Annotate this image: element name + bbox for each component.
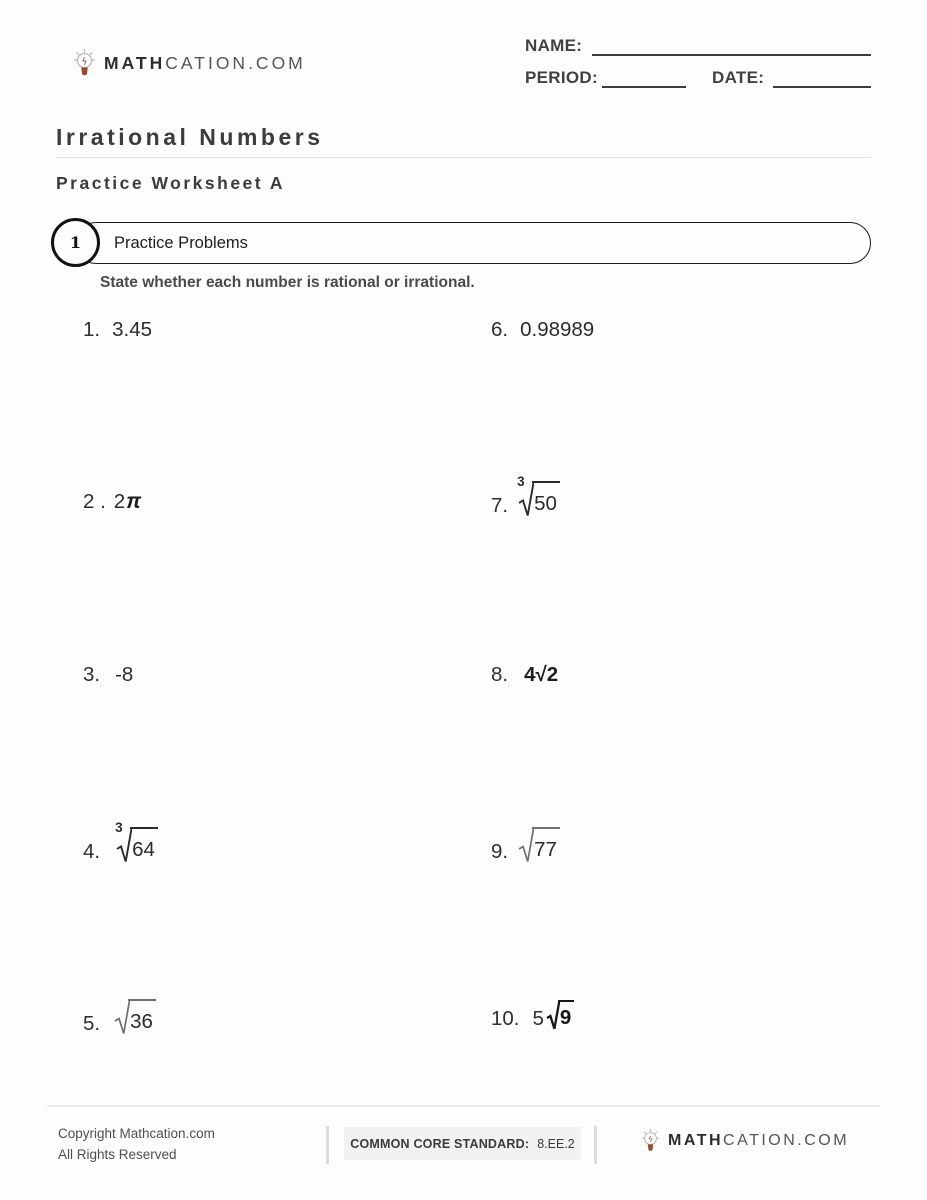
lightbulb-icon — [640, 1128, 661, 1154]
period-label: PERIOD: — [525, 68, 598, 87]
problem-2 — [83, 490, 141, 514]
problem-8-value: 4√2 — [524, 663, 559, 686]
name-blank-line[interactable] — [592, 36, 871, 56]
problem-1-value: 3.45 — [112, 318, 153, 341]
problem-10 — [491, 1000, 574, 1031]
pi-symbol: π — [126, 490, 142, 513]
problem-8 — [491, 663, 558, 687]
root-index: 3 — [517, 474, 525, 489]
problem-4-label: 4. — [83, 840, 101, 863]
date-blank-line[interactable] — [773, 68, 871, 88]
problem-1-label: 1. — [83, 318, 101, 341]
header-logo — [72, 48, 306, 79]
root-index: 3 — [115, 820, 123, 835]
footer-vertical-divider-right — [594, 1126, 597, 1164]
title-divider — [56, 157, 871, 158]
logo-light-part: CATION.COM — [723, 1132, 850, 1149]
problem-8-label: 8. — [491, 663, 509, 686]
problem-2-value: 2 — [113, 490, 126, 513]
section-title: Practice Problems — [114, 233, 248, 252]
radicand: 50 — [532, 481, 560, 515]
copyright-text — [58, 1124, 215, 1166]
logo-light-part: CATION.COM — [165, 53, 306, 73]
section-banner — [75, 222, 871, 264]
problem-5-label: 5. — [83, 1012, 101, 1035]
coefficient: 5 — [532, 1007, 544, 1030]
period-blank-line[interactable] — [602, 68, 686, 88]
problem-6 — [491, 318, 594, 342]
logo-wordmark — [668, 1132, 849, 1150]
problem-9 — [491, 827, 560, 864]
copyright-line-2: All Rights Reserved — [58, 1146, 177, 1162]
lightbulb-icon — [72, 48, 97, 79]
logo-bold-part: MATH — [668, 1132, 724, 1149]
problem-4 — [83, 820, 158, 864]
problem-5 — [83, 999, 156, 1036]
problem-6-value: 0.98989 — [520, 318, 595, 341]
common-core-standard-badge — [344, 1127, 581, 1160]
logo-wordmark — [104, 53, 306, 74]
radicand: 9 — [558, 1000, 574, 1029]
cube-root-64 — [115, 820, 158, 864]
problem-3-value: -8 — [115, 663, 134, 686]
square-root-77 — [518, 827, 560, 864]
problem-9-label: 9. — [491, 840, 509, 863]
instruction-text: State whether each number is rational or irrational. — [100, 274, 475, 291]
problem-10-label: 10. — [491, 1007, 520, 1030]
problem-6-label: 6. — [491, 318, 509, 341]
square-root-36 — [114, 999, 156, 1036]
standard-value: 8.EE.2 — [537, 1136, 575, 1151]
footer-vertical-divider-left — [326, 1126, 329, 1164]
radicand: 36 — [128, 999, 156, 1033]
cube-root-50 — [517, 474, 560, 518]
footer-divider — [47, 1105, 880, 1107]
date-label: DATE: — [712, 68, 765, 87]
page-title: Irrational Numbers — [56, 124, 324, 150]
problem-3-label: 3. — [83, 663, 101, 686]
standard-label: COMMON CORE STANDARD: — [350, 1136, 530, 1151]
worksheet-subtitle: Practice Worksheet A — [56, 173, 285, 193]
square-root-9 — [546, 1000, 574, 1031]
name-label: NAME: — [525, 36, 583, 55]
radicand: 77 — [532, 827, 560, 861]
problem-7 — [491, 474, 560, 518]
radicand: 64 — [130, 827, 158, 861]
problem-3 — [83, 663, 133, 687]
problem-1 — [83, 318, 152, 342]
section-number-badge: 1 — [51, 218, 100, 267]
problem-2-label: 2 . — [83, 490, 106, 513]
copyright-line-1: Copyright Mathcation.com — [58, 1126, 215, 1141]
logo-bold-part: MATH — [104, 53, 166, 73]
problem-7-label: 7. — [491, 494, 509, 517]
footer-logo — [640, 1128, 849, 1154]
